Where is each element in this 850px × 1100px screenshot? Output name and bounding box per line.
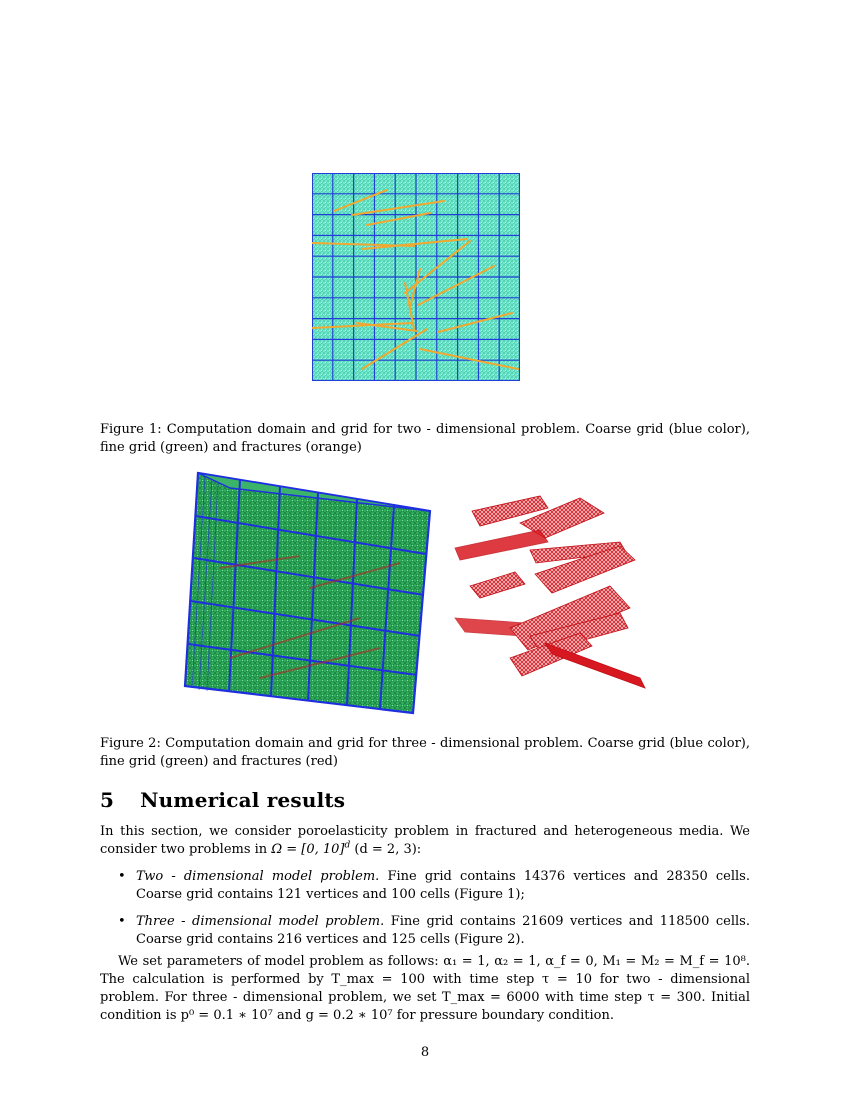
section-heading [100, 788, 345, 812]
bullet-icon: • [118, 869, 126, 884]
figure-2-caption-text: Computation domain and grid for three - dimensional problem. Coarse grid (blue color), fine grid (green) and fractures (red) [100, 736, 750, 769]
domain-math: Ω = [0, 10] [271, 842, 345, 857]
parameters-paragraph: We set parameters of model problem as follows: α₁ = 1, α₂ = 1, α_f = 0, M₁ = M₂ = M_f = 10⁸. The calculation is performed by T_max = 100 with time step τ = 10 for two - dimensional problem. For three - dimensional problem, we set T_max = 6000 with time step τ = 300. Initial condition is p⁰ = 0.1 ∗ 10⁷ and g = 0.2 ∗ 10⁷ for pressure boundary condition. [100, 954, 750, 1023]
domain-3d [185, 473, 430, 713]
figure-1-caption [100, 421, 750, 457]
figure-1-image [312, 173, 520, 381]
section-title: Numerical results [140, 788, 346, 812]
page-number: 8 [420, 1045, 430, 1060]
model-problem-list [100, 868, 750, 958]
figure-2-caption [100, 735, 750, 771]
list-item-text: Fine grid contains 14376 vertices and 28350 cells. Coarse grid contains 121 vertices and 100 cells (Figure 1); [136, 869, 750, 902]
figure-1-caption-label: Figure 1: [100, 422, 162, 437]
bullet-icon: • [118, 914, 126, 929]
intro-text: In this section, we consider poroelasticity problem in fractured and heterogeneous media. We consider two problems in [100, 824, 750, 857]
list-item-lead: Two - dimensional model problem. [136, 869, 380, 884]
list-item [100, 913, 750, 949]
list-item [100, 868, 750, 904]
figure-2-image [180, 468, 660, 718]
list-item-lead: Three - dimensional model problem. [136, 914, 385, 929]
fractures-3d [455, 496, 645, 688]
list-item-text: Fine grid contains 21609 vertices and 118500 cells. Coarse grid contains 216 vertices and 125 cells (Figure 2). [136, 914, 750, 947]
section-number: 5 [100, 788, 115, 812]
figure-1-caption-text: Computation domain and grid for two - dimensional problem. Coarse grid (blue color), fine grid (green) and fractures (orange) [100, 422, 750, 455]
domain-math-sup: d [344, 840, 351, 851]
domain-math-after: (d = 2, 3): [350, 842, 422, 857]
intro-paragraph [100, 823, 750, 859]
figure-2-caption-label: Figure 2: [100, 736, 161, 751]
